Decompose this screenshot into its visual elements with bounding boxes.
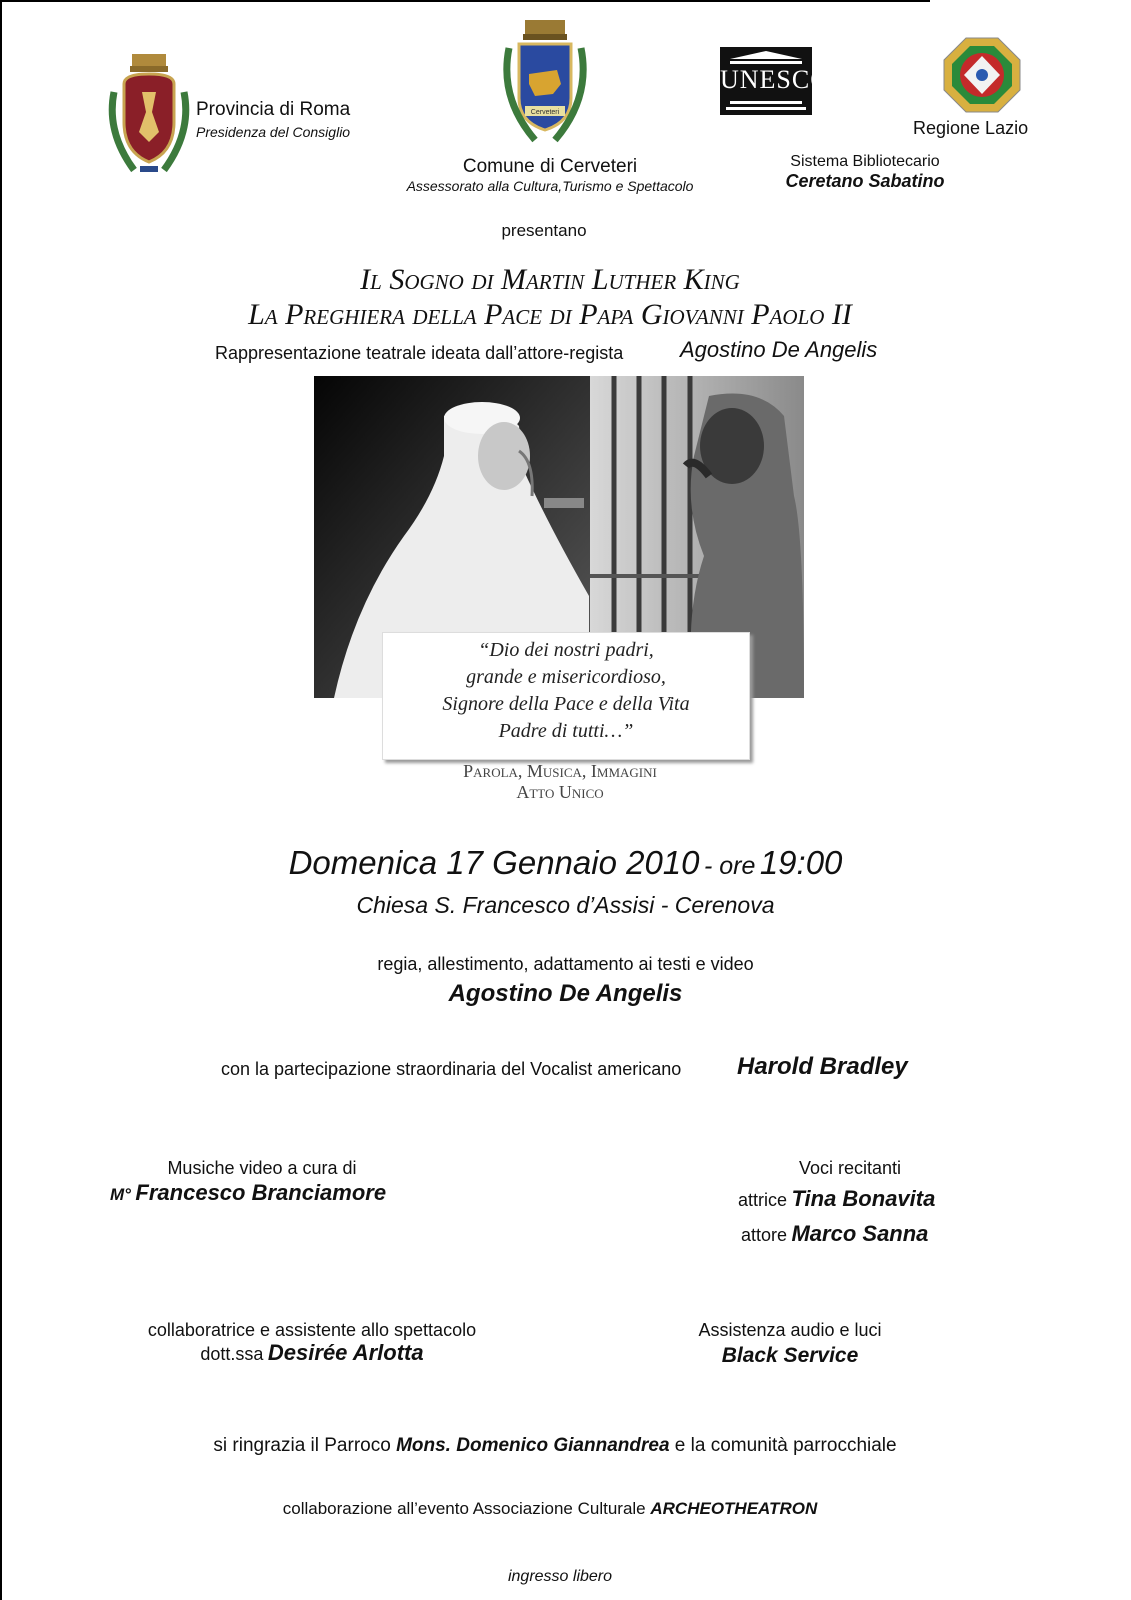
voci-attore xyxy=(741,1221,928,1247)
partecipazione-name: Harold Bradley xyxy=(737,1053,908,1080)
collaboratrice-name: Desirée Arlotta xyxy=(267,1340,424,1365)
musiche-prefix: M° xyxy=(110,1185,131,1204)
quote-line3: Signore della Pace e della Vita xyxy=(442,693,690,715)
provincia-roma-crest-icon xyxy=(104,52,194,182)
provincia-name: Provincia di Roma xyxy=(196,99,351,120)
ringrazia-post: e la comunità parrocchiale xyxy=(674,1435,897,1456)
quote-line1: “Dio dei nostri padri, xyxy=(478,639,654,661)
genre-line2: Atto Unico xyxy=(516,782,604,802)
event-time: 19:00 xyxy=(759,844,843,881)
presentano: presentano xyxy=(501,221,587,240)
comune-sub: Assessorato alla Cultura,Turismo e Spettacolo xyxy=(406,178,694,194)
svg-text:Cerveteri: Cerveteri xyxy=(530,109,560,116)
audio-name: Black Service xyxy=(721,1344,859,1367)
quote-line4: Padre di tutti…” xyxy=(498,720,634,742)
collaborazione-line xyxy=(0,1499,1100,1519)
provincia-sub: Presidenza del Consiglio xyxy=(196,124,351,140)
ringrazia-name: Mons. Domenico Giannandrea xyxy=(396,1435,670,1456)
regia-name: Agostino De Angelis xyxy=(448,980,683,1007)
event-venue: Chiesa S. Francesco d’Assisi - Cerenova xyxy=(356,892,775,918)
subtitle-text: Rappresentazione teatrale ideata dall’attore-regista xyxy=(215,343,624,363)
page-border-top xyxy=(0,0,930,2)
collaborazione-name: ARCHEOTHEATRON xyxy=(650,1499,818,1518)
quote-line2: grande e misericordioso, xyxy=(466,666,666,688)
comune-name: Comune di Cerveteri xyxy=(462,156,638,177)
musiche-credit xyxy=(110,1180,386,1206)
quote-box xyxy=(382,632,750,760)
audio-label: Assistenza audio e luci xyxy=(698,1320,882,1340)
regia-label: regia, allestimento, adattamento ai testi e video xyxy=(377,954,754,974)
voci-label: Voci recitanti xyxy=(798,1158,902,1178)
attore-label: attore xyxy=(741,1225,788,1245)
regione-name: Regione Lazio xyxy=(913,118,1029,138)
attrice-name: Tina Bonavita xyxy=(791,1186,936,1211)
page-border-left xyxy=(0,0,2,1600)
attore-name: Marco Sanna xyxy=(791,1221,929,1246)
musiche-name: Francesco Branciamore xyxy=(135,1180,387,1205)
title-line2: La Preghiera della Pace di Papa Giovanni Paolo II xyxy=(248,298,852,331)
collaboratrice-credit xyxy=(112,1340,512,1366)
genre-line1: Parola, Musica, Immagini xyxy=(463,761,657,781)
event-date: Domenica 17 Gennaio 2010 xyxy=(288,844,700,881)
collaborazione-label: collaborazione all’evento Associazione Culturale xyxy=(282,1499,646,1518)
cerveteri-crest-icon xyxy=(495,18,595,150)
musiche-label: Musiche video a cura di xyxy=(167,1158,357,1178)
regione-lazio-logo-icon xyxy=(942,36,1022,114)
event-ore-label: - ore xyxy=(703,852,756,880)
unesco-logo xyxy=(720,47,831,115)
event-datetime xyxy=(0,844,1131,882)
unesco-label: UNESCO xyxy=(720,65,831,94)
ringrazia-pre: si ringrazia il Parroco xyxy=(213,1435,391,1456)
partecipazione-label: con la partecipazione straordinaria del Vocalist americano xyxy=(221,1059,682,1079)
sistema-line1: Sistema Bibliotecario xyxy=(790,153,940,170)
subtitle-author: Agostino De Angelis xyxy=(680,337,878,362)
collaboratrice-prefix: dott.ssa xyxy=(200,1344,264,1364)
voci-attrice xyxy=(738,1186,935,1212)
ringrazia-line xyxy=(0,1435,1110,1457)
collaboratrice-label: collaboratrice e assistente allo spettacolo xyxy=(147,1320,477,1340)
title-line1: Il Sogno di Martin Luther King xyxy=(360,263,740,296)
sistema-line2: Ceretano Sabatino xyxy=(785,171,945,191)
attrice-label: attrice xyxy=(738,1190,788,1210)
ingresso-libero: ingresso libero xyxy=(507,1568,613,1585)
